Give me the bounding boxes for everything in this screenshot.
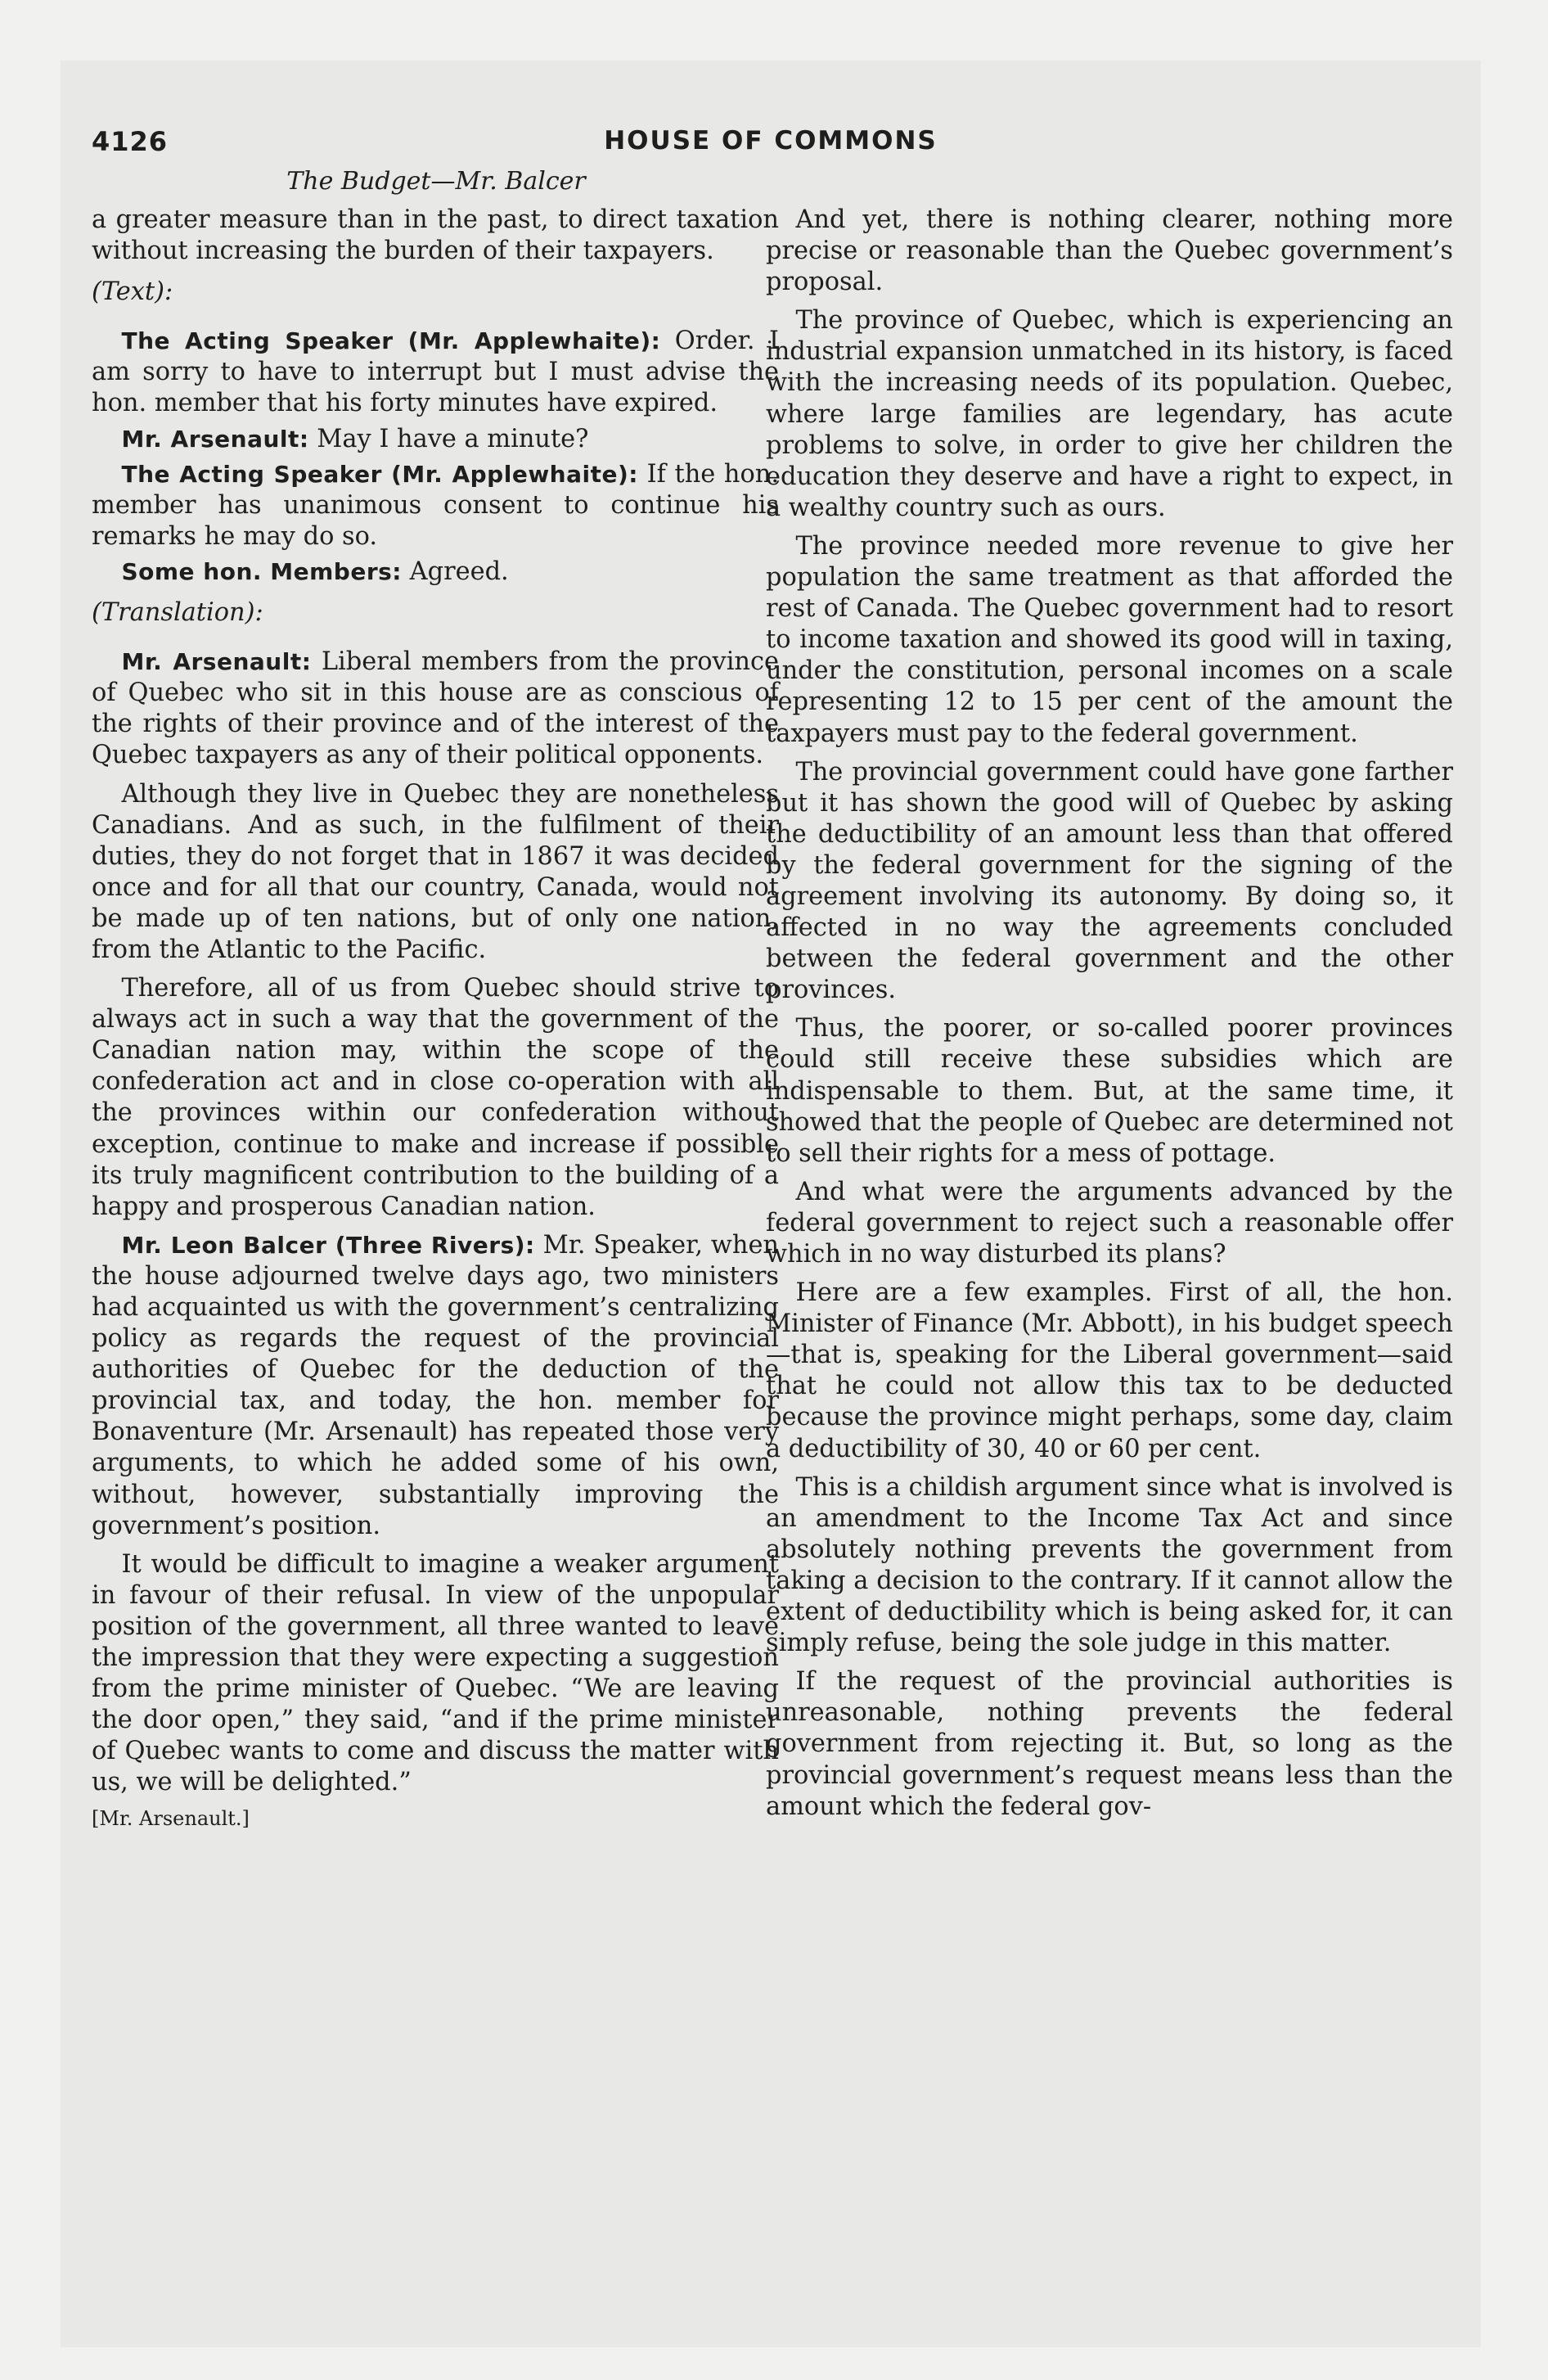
speaker-name: The Acting Speaker (Mr. Applewhaite):	[121, 327, 661, 355]
paragraph: a greater measure than in the past, to direct taxation without increasing the burden of their taxpayers.	[92, 205, 779, 266]
hansard-page	[61, 61, 1481, 2347]
paragraph: It would be difficult to imagine a weaker argument in favour of their refusal. In view of the unpopular position of the government, all three wanted to leave the impression that they were expecting a suggestion from the prime minister of Quebec. “We are leaving the door open,” they said, “and if the prime minister of Quebec wants to come and discuss the matter with us, we will be delighted.”	[92, 1549, 779, 1797]
paragraph: Although they live in Quebec they are nonetheless Canadians. And as such, in the fulfilment of their duties, they do not forget that in 1867 it was decided once and for all that our country, Canada, would not be made up of ten nations, but of only one nation, from the Atlantic to the Pacific.	[92, 779, 779, 964]
stage-direction: (Translation):	[92, 598, 263, 628]
speech-text: Liberal members from the province of Quebec who sit in this house are as conscious of the rights of their province and of the interest of the Quebec taxpayers as any of their political opponents.	[92, 647, 779, 770]
speech-paragraph	[92, 459, 779, 552]
right-column	[766, 205, 1453, 1830]
left-column	[92, 205, 779, 1831]
speaker-name: The Acting Speaker (Mr. Applewhaite):	[121, 460, 638, 488]
speech-text: If the hon. member has unanimous consent to continue his remarks he may do so.	[92, 459, 780, 551]
paragraph: And what were the arguments advanced by the federal government to reject such a reasonable offer which in no way disturbed its plans?	[766, 1177, 1453, 1269]
speech-text: Agreed.	[402, 557, 509, 586]
speech-paragraph	[92, 1230, 779, 1542]
paragraph: The provincial government could have gone farther but it has shown the good will of Quebec by asking the deductibility of an amount less than that offered by the federal government for the signing of the agreement involving its autonomy. By doing so, it affected in no way the agreements concluded between the federal government and the other provinces.	[766, 757, 1453, 1005]
page-title: HOUSE OF COMMONS	[604, 126, 938, 156]
footnote: [Mr. Arsenault.]	[92, 1806, 250, 1830]
paragraph: Thus, the poorer, or so-called poorer provinces could still receive these subsidies which are indispensable to them. But, at the same time, it showed that the people of Quebec are determined not to sell their rights for a mess of pottage.	[766, 1014, 1453, 1168]
running-head: The Budget—Mr. Balcer	[286, 167, 586, 196]
speech-text: Mr. Speaker, when the house adjourned twelve days ago, two ministers had acquainted us with the government’s centralizing policy as regards the request of the provincial authorities of Quebec for the deduction of the provincial tax, and today, the hon. member for Bonaventure (Mr. Arsenault) has repeated those very arguments, to which he added some of his own, without, however, substantially improving the government’s position.	[92, 1230, 779, 1540]
speech-text: Order. I am sorry to have to interrupt but I must advise the hon. member that his forty minutes have expired.	[92, 327, 779, 418]
speech-paragraph	[92, 647, 779, 771]
paragraph: And yet, there is nothing clearer, nothing more precise or reasonable than the Quebec government’s proposal.	[766, 205, 1453, 297]
speech-paragraph	[92, 557, 779, 588]
speaker-name: Mr. Leon Balcer (Three Rivers):	[121, 1231, 535, 1259]
paragraph: The province of Quebec, which is experiencing an industrial expansion unmatched in its history, is faced with the increasing needs of its population. Quebec, where large families are legendary, has acute problems to solve, in order to give her children the education they deserve and have a right to expect, in a wealthy country such as ours.	[766, 306, 1453, 522]
speech-paragraph	[92, 424, 779, 455]
stage-direction: (Text):	[92, 277, 173, 307]
speaker-name: Mr. Arsenault:	[121, 425, 309, 453]
paragraph: This is a childish argument since what is involved is an amendment to the Income Tax Act and since absolutely nothing prevents the government from taking a decision to the contrary. If it cannot allow the extent of deductibility which is being asked for, it can simply refuse, being the sole judge in this matter.	[766, 1472, 1453, 1658]
page-number: 4126	[92, 126, 169, 157]
speaker-name: Mr. Arsenault:	[121, 648, 312, 676]
speaker-name: Some hon. Members:	[121, 557, 403, 585]
paragraph: Therefore, all of us from Quebec should strive to always act in such a way that the government of the Canadian nation may, within the scope of the confederation act and in close co-operation with all the provinces within our confederation without exception, continue to make and increase if possible its truly magnificent contribution to the building of a happy and prosperous Canadian nation.	[92, 974, 779, 1221]
paragraph: The province needed more revenue to give her population the same treatment as that afforded the rest of Canada. The Quebec government had to resort to income taxation and showed its good will in taxing, under the constitution, personal incomes on a scale representing 12 to 15 per cent of the amount the taxpayers must pay to the federal government.	[766, 531, 1453, 748]
speech-paragraph	[92, 326, 779, 419]
speech-text: May I have a minute?	[308, 424, 589, 453]
paragraph: If the request of the provincial authorities is unreasonable, nothing prevents the federal government from rejecting it. But, so long as the provincial government’s request means less than the amount which the federal gov-	[766, 1667, 1453, 1821]
paragraph: Here are a few examples. First of all, the hon. Minister of Finance (Mr. Abbott), in his budget speech—that is, speaking for the Liberal government—said that he could not allow this tax to be deducted because the province might perhaps, some day, claim a deductibility of 30, 40 or 60 per cent.	[766, 1278, 1453, 1463]
